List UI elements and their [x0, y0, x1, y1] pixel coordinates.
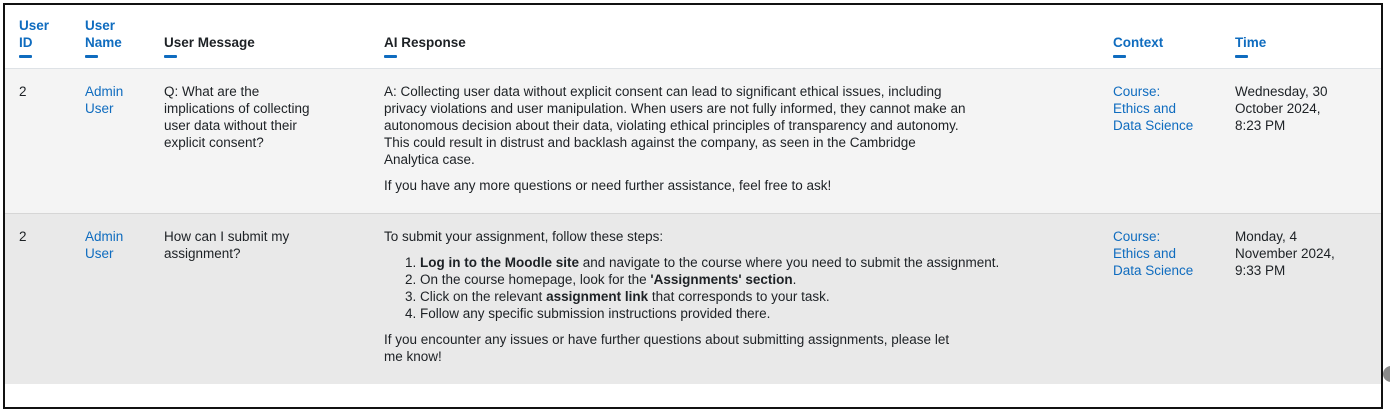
- response-outro: If you encounter any issues or have further questions about submitting assignments, please let me know!: [384, 332, 950, 364]
- list-item: 2. On the course homepage, look for the 'Assignments' section.: [420, 271, 1113, 288]
- cell-context: [1113, 69, 1235, 214]
- column-header-user-message[interactable]: User Message: [164, 5, 384, 69]
- cell-user-id: 2: [5, 69, 85, 214]
- table-header-row: [5, 5, 1381, 69]
- sort-indicator-icon: [164, 55, 177, 58]
- list-item: 3. Click on the relevant assignment link that corresponds to your task.: [420, 288, 1113, 305]
- sort-indicator-icon: [1235, 55, 1248, 58]
- cell-ai-response: [384, 69, 1113, 214]
- cell-context: [1113, 214, 1235, 385]
- table-row: [5, 69, 1381, 214]
- scrollbar-thumb[interactable]: [1383, 366, 1390, 382]
- cell-user-message: How can I submit my assignment?: [164, 214, 384, 385]
- sort-indicator-icon: [19, 55, 32, 58]
- list-item: 4. Follow any specific submission instructions provided there.: [420, 305, 1113, 322]
- cell-time: Wednesday, 30 October 2024, 8:23 PM: [1235, 69, 1381, 214]
- user-name-link[interactable]: Admin User: [85, 84, 124, 116]
- steps-list: [384, 254, 1113, 322]
- sort-indicator-icon: [85, 55, 98, 58]
- context-course-link[interactable]: Course: Ethics and Data Science: [1113, 84, 1194, 133]
- list-item: 1. Log in to the Moodle site and navigate to the course where you need to submit the assignment.: [420, 254, 1113, 271]
- table-row: [5, 214, 1381, 385]
- chat-log-table: [5, 5, 1381, 384]
- response-intro: To submit your assignment, follow these steps:: [384, 229, 664, 244]
- sort-indicator-icon: [384, 55, 397, 58]
- response-paragraph: A: Collecting user data without explicit consent can lead to significant ethical issues, including privacy violations and user manipulation. When users are not fully informed, they cannot make an autonomous decision about their data, violating ethical principles of transparency and autonomy. This could result in distrust and backlash against the company, as seen in the Cambridge Analytica case.: [384, 84, 966, 167]
- column-header-time[interactable]: Time: [1235, 5, 1381, 69]
- response-paragraph: If you have any more questions or need further assistance, feel free to ask!: [384, 178, 832, 193]
- cell-user-message: Q: What are the implications of collecting user data without their explicit consent?: [164, 69, 384, 214]
- column-header-user-id[interactable]: User ID: [5, 5, 85, 69]
- cell-user-name: [85, 214, 164, 385]
- context-course-link[interactable]: Course: Ethics and Data Science: [1113, 229, 1194, 278]
- column-header-user-name[interactable]: User Name: [85, 5, 164, 69]
- column-header-context[interactable]: Context: [1113, 5, 1235, 69]
- cell-user-id: 2: [5, 214, 85, 385]
- column-header-ai-response[interactable]: AI Response: [384, 5, 1113, 69]
- cell-time: Monday, 4 November 2024, 9:33 PM: [1235, 214, 1381, 385]
- cell-ai-response: [384, 214, 1113, 385]
- sort-indicator-icon: [1113, 55, 1126, 58]
- user-name-link[interactable]: Admin User: [85, 229, 124, 261]
- cell-user-name: [85, 69, 164, 214]
- chat-log-table-frame: [3, 3, 1383, 409]
